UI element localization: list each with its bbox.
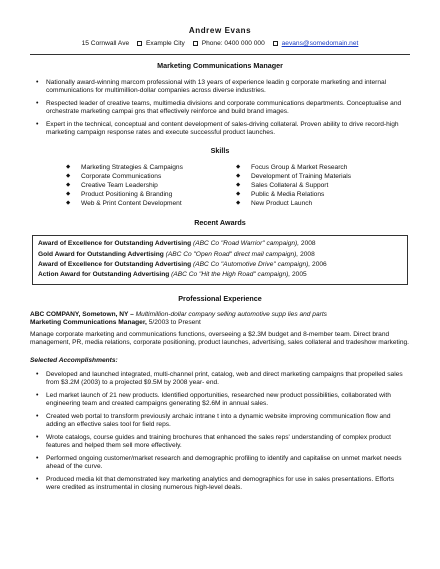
job-dates: 5/2003 to Present [148, 319, 201, 327]
list-item: • Wrote catalogs, course guides and training brochures that enhanced the sales reps' understanding of complex product features and helped them sell more effectively. [30, 434, 410, 450]
awards-title: Recent Awards [194, 217, 246, 227]
award-name: Award of Excellence for Outstanding Advertising [38, 260, 192, 268]
city: Example City [146, 39, 185, 47]
skill-item: ◆ Focus Group & Market Research [234, 164, 404, 172]
skills-left [64, 164, 234, 209]
header-divider [30, 54, 410, 55]
contact-line [30, 40, 410, 48]
company-description: Multimillion-dollar company selling automotive supp lies and parts [135, 311, 327, 319]
award-year: 2008 [300, 240, 316, 248]
job-title: Marketing Communications Manager, [30, 319, 147, 327]
experience-title: Professional Experience [178, 293, 262, 303]
award-desc: (ABC Co "Open Road" direct mail campaign), [165, 250, 299, 258]
company-name: ABC COMPANY, Sometown, NY – [30, 311, 134, 319]
skill-item: ◆ Corporate Communications [64, 173, 234, 181]
email-link[interactable]: aevans@somedomain.net [281, 39, 359, 47]
candidate-name: Andrew Evans [188, 26, 252, 35]
skill-item: ◆ Public & Media Relations [234, 191, 404, 199]
list-item: • Performed ongoing customer/market research and demographic profiling to identify and capitalise on unmet market needs ahead of the curve. [30, 455, 410, 471]
award-year: 2008 [300, 250, 315, 258]
award-row [38, 251, 402, 259]
list-item: • Developed and launched integrated, multi-channel print, catalog, web and direct marketing campaigns that propelled sales from $3.2M (2003) to a projected $9.5M by 2008 year- end. [30, 371, 410, 387]
job-summary: Manage corporate marketing and communications functions, overseeing a $2.3M budget and 8-member team. Direct brand management, PR, media relations, corporate positioning, product launches, advertising, sales collateral and tradeshow marketing. [30, 331, 409, 347]
objective-list [30, 79, 410, 137]
separator-box-icon [137, 41, 142, 46]
skill-item: ◆ Marketing Strategies & Campaigns [64, 164, 234, 172]
list-item: • Nationally award-winning marcom professional with 13 years of experience leadin g corporate marketing and internal communications for multimillion-dollar companies across diverse industries. [30, 79, 410, 95]
address: 15 Cornwall Ave [81, 39, 130, 47]
accomplishments-title: Selected Accomplishments: [30, 356, 118, 364]
award-year: 2005 [292, 270, 307, 278]
separator-box-icon [273, 41, 278, 46]
skill-item: ◆ Creative Team Leadership [64, 182, 234, 190]
skill-item: ◆ Sales Collateral & Support [234, 182, 404, 190]
skill-item: ◆ Web & Print Content Development [64, 200, 234, 208]
award-row [38, 271, 402, 279]
award-name: Gold Award for Outstanding Advertising [38, 250, 164, 258]
phone: Phone: 0400 000 000 [201, 39, 265, 47]
separator-box-icon [193, 41, 198, 46]
skill-item: ◆ New Product Launch [234, 200, 404, 208]
skills-columns [64, 164, 410, 209]
skill-item: ◆ Development of Training Materials [234, 173, 404, 181]
objective-title: Marketing Communications Manager [157, 60, 283, 70]
award-desc: (ABC Co "Automotive Drive" campaign), [193, 260, 311, 268]
award-row [38, 240, 402, 248]
awards-box [32, 235, 408, 284]
skills-title: Skills [210, 145, 230, 155]
list-item: • Led market launch of 21 new products. Identified opportunities, researched new product possibilities, collaborated with engineering team and created campaigns generating $2.6M in annual sales. [30, 392, 410, 408]
list-item: • Produced media kit that demonstrated key marketing analytics and demographics for use in sales presentations. Efforts were credited as instrumental in closing numerous high-level deals. [30, 476, 410, 492]
list-item: • Expert in the technical, conceptual and content development of sales-driving collateral. Proven ability to drive record-high marketing campaign response rates and execute successful product launches. [30, 121, 410, 137]
list-item: • Respected leader of creative teams, multimedia divisions and corporate communications departments. Conceptualise and orchestrate marketing campai gns that effectively reinforce and build brand images. [30, 100, 410, 116]
job-title-line [30, 319, 410, 327]
resume-page [30, 26, 410, 497]
award-desc: (ABC Co "Road Warrior" campaign), [193, 240, 300, 248]
accomplishments-list [30, 371, 410, 492]
award-year: 2006 [312, 260, 327, 268]
skills-right [234, 164, 404, 209]
award-desc: (ABC Co "Hit the High Road" campaign), [171, 270, 291, 278]
award-row [38, 261, 402, 269]
list-item: • Created web portal to transform previously archaic intrane t into a dynamic website improving communication flow and adding an effective sales tool for field reps. [30, 413, 410, 429]
award-name: Award of Excellence for Outstanding Advertising [38, 240, 192, 248]
company-line [30, 311, 410, 319]
award-name: Action Award for Outstanding Advertising [38, 270, 170, 278]
skill-item: ◆ Product Positioning & Branding [64, 191, 234, 199]
